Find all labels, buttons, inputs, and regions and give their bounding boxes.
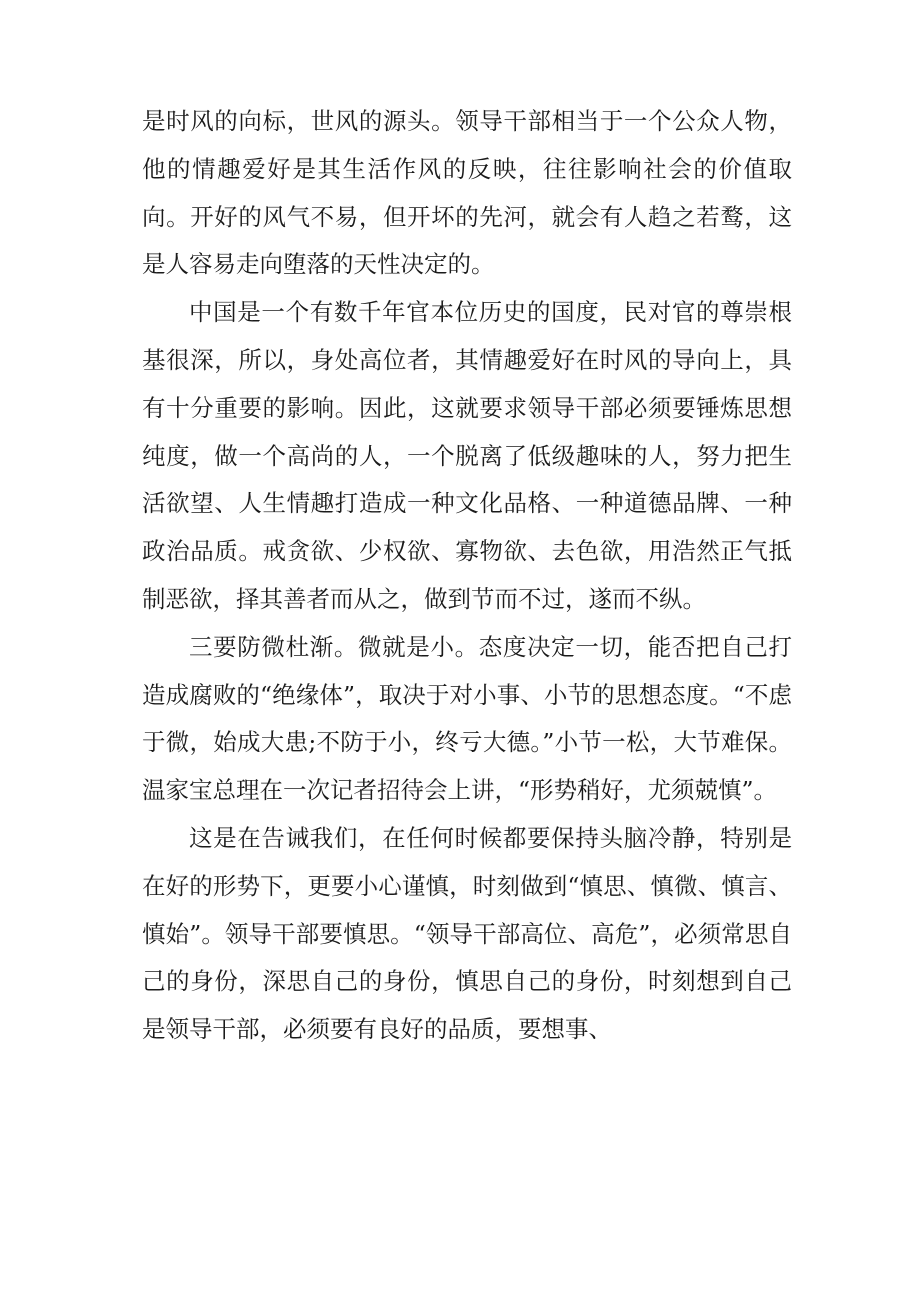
paragraph-guard-small-things: 三要防微杜渐。微就是小。态度决定一切，能否把自己打造成腐败的“绝缘体”，取决于对小事、小节的思想态度。“不虑于微，始成大患;不防于小，终亏大德。”小节一松，大节难保。温家宝总理在一次记者招待会上讲，“形势稍好，尤须兢慎”。: [142, 632, 792, 805]
paragraph-continuation: 是时风的向标，世风的源头。领导干部相当于一个公众人物，他的情趣爱好是其生活作风的反映，往往影响社会的价值取向。开好的风气不易，但开坏的先河，就会有人趋之若鹜，这是人容易走向堕落的天性决定的。: [142, 107, 792, 279]
paragraph-caution: 这是在告诫我们，在任何时候都要保持头脑冷静，特别是在好的形势下，更要小心谨慎，时刻做到“慎思、慎微、慎言、慎始”。领导干部要慎思。“领导干部高位、高危”，必须常思自己的身份，深思自己的身份，慎思自己的身份，时刻想到自己是领导干部，必须要有良好的品质，要想事、: [142, 823, 792, 1044]
document-body: [142, 98, 792, 1054]
paragraph-official-culture: 中国是一个有数千年官本位历史的国度，民对官的尊崇根基很深，所以，身处高位者，其情趣爱好在时风的导向上，具有十分重要的影响。因此，这就要求领导干部必须要锤炼思想纯度，做一个高尚的人，一个脱离了低级趣味的人，努力把生活欲望、人生情趣打造成一种文化品格、一种道德品牌、一种政治品质。戒贪欲、少权欲、寡物欲、去色欲，用浩然正气抵制恶欲，择其善者而从之，做到节而不过，遂而不纵。: [142, 298, 792, 613]
